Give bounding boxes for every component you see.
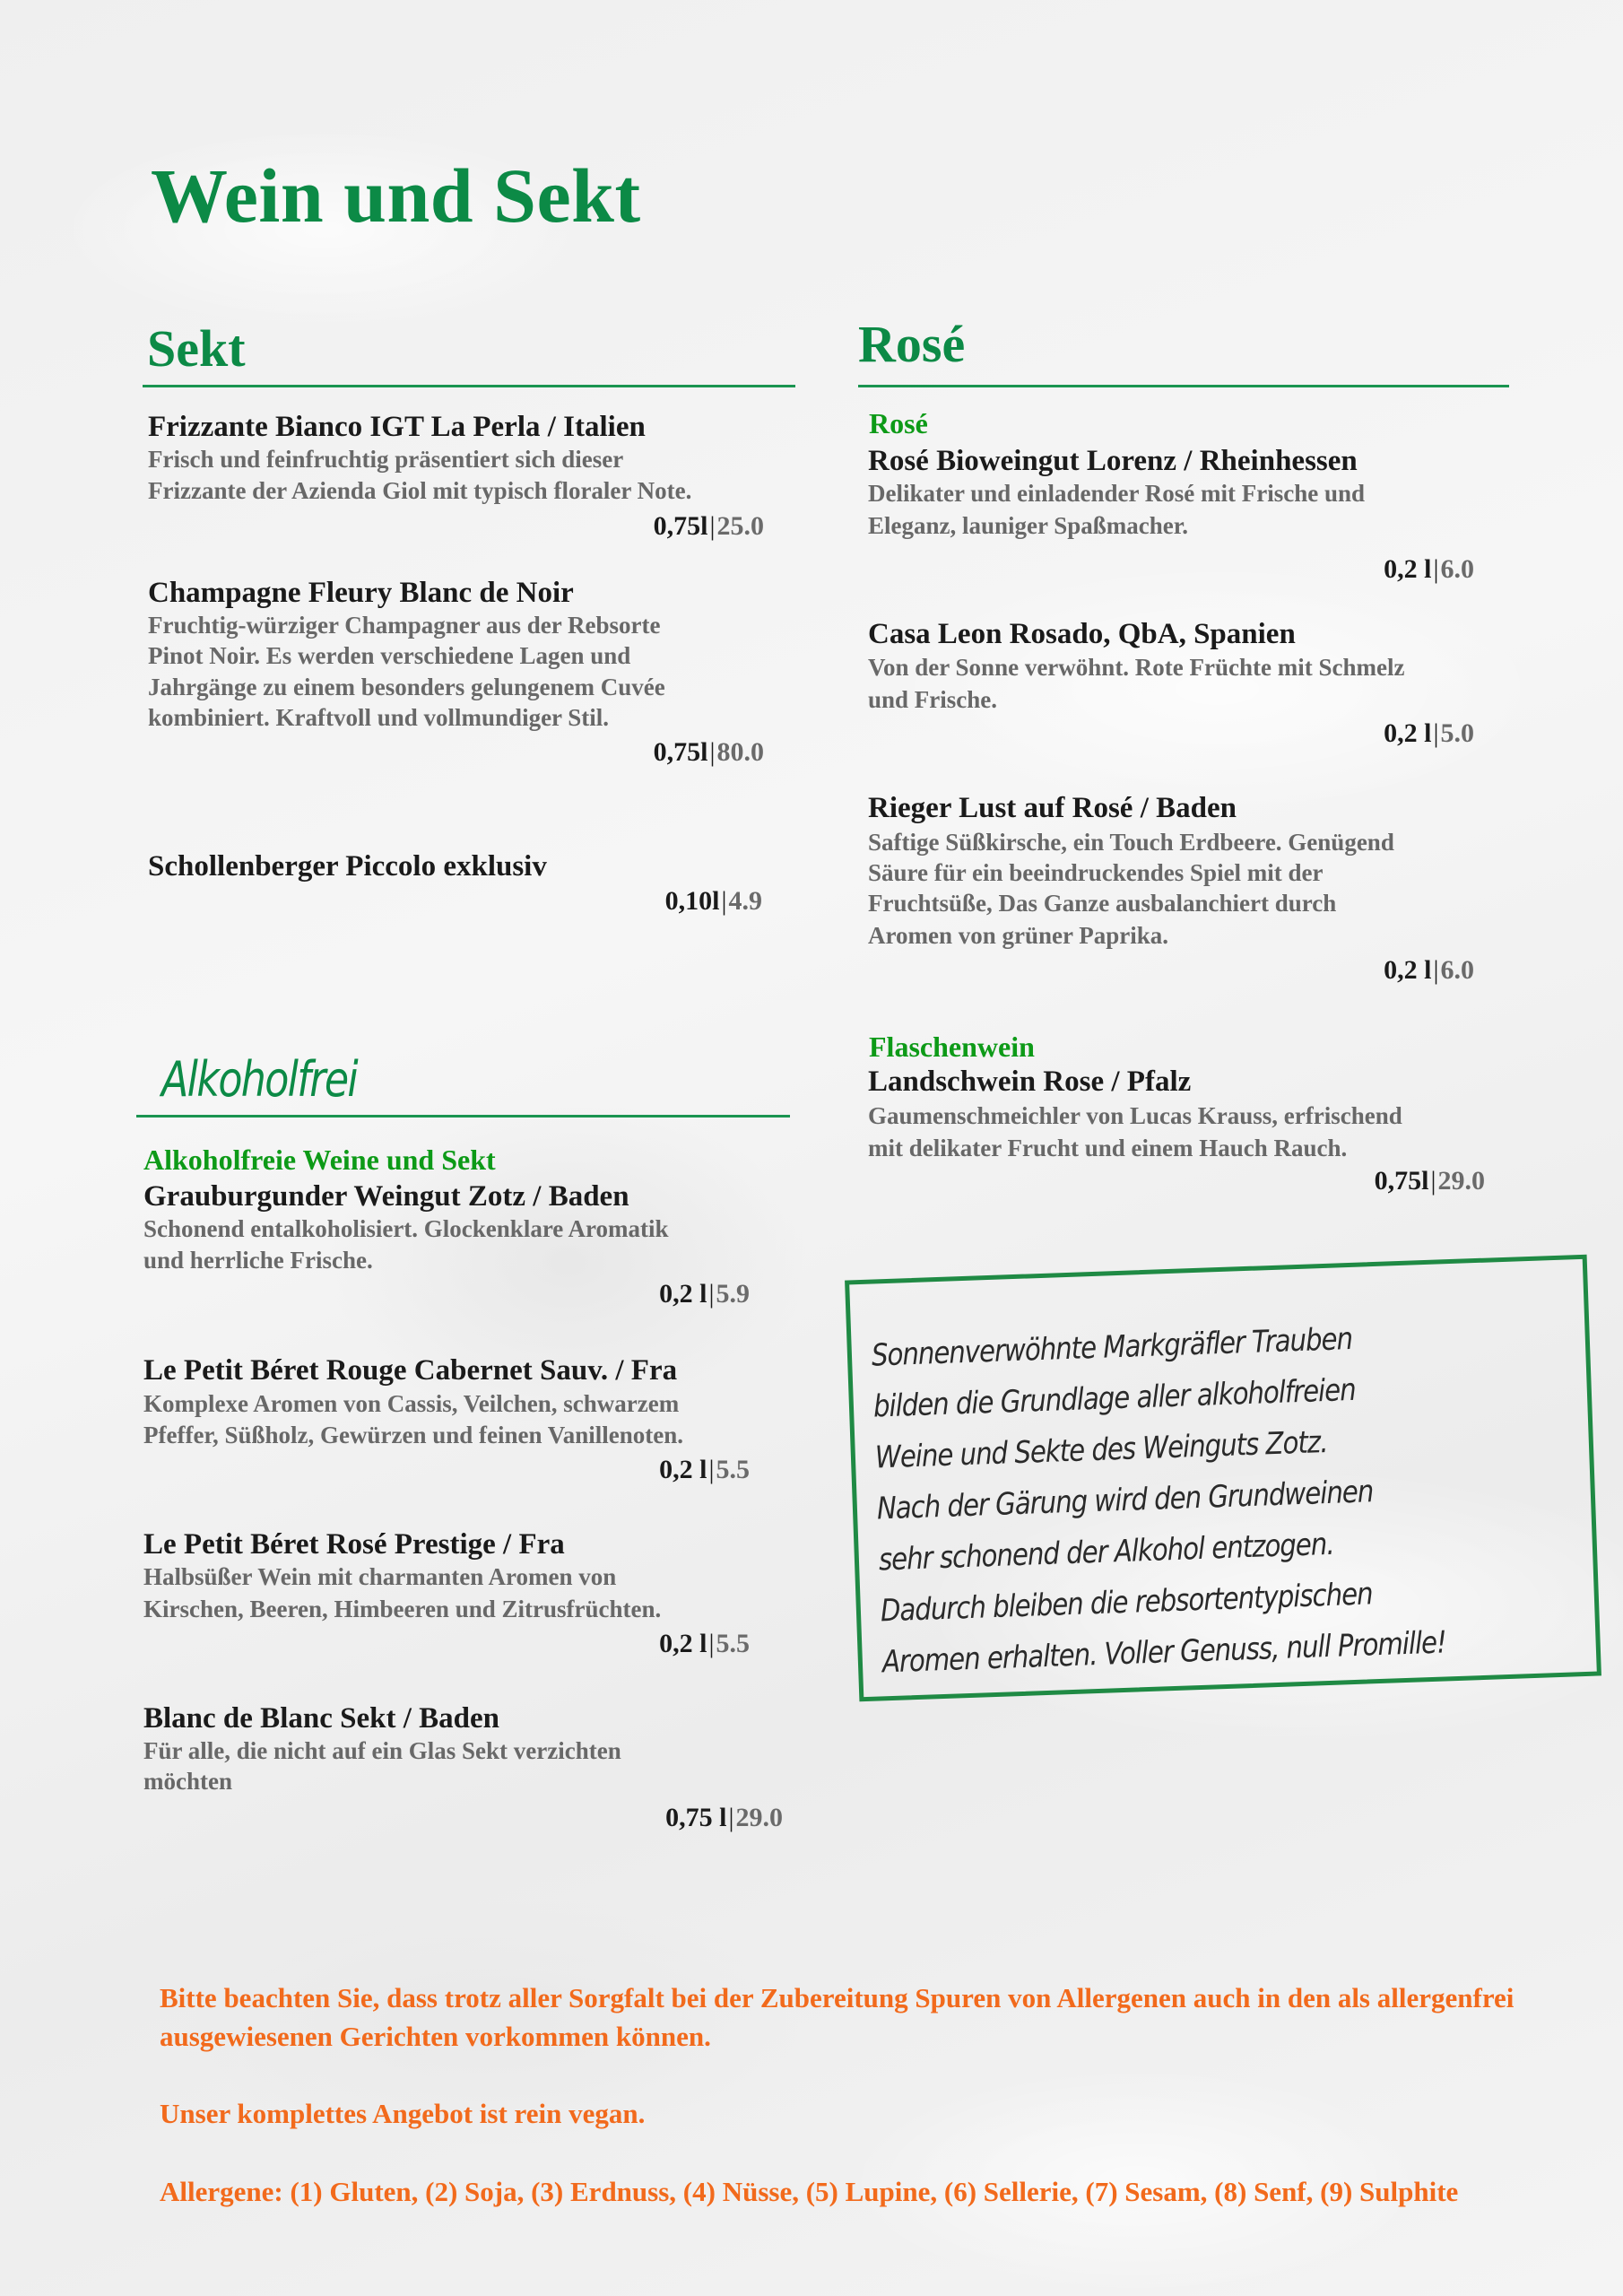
item-description-line: Fruchtig-würziger Champagner aus der Rebsorte <box>148 612 661 639</box>
price-separator: | <box>708 1629 715 1658</box>
item-price-amount: 5.5 <box>716 1629 750 1658</box>
item-volume: 0,2 l <box>659 1279 707 1309</box>
item-price-amount: 29.0 <box>735 1803 783 1832</box>
item-description-line: Komplexe Aromen von Cassis, Veilchen, schwarzem <box>143 1390 680 1417</box>
item-description-line: Saftige Süßkirsche, ein Touch Erdbeere. Genügend <box>868 829 1394 856</box>
item-description-line: und Frische. <box>868 686 998 713</box>
item-description-line: Säure für ein beeindruckendes Spiel mit der <box>868 859 1324 886</box>
item-description-line: Delikater und einladender Rosé mit Frische und <box>868 480 1366 507</box>
item-name: Rieger Lust auf Rosé / Baden <box>868 792 1237 824</box>
price-separator: | <box>708 1279 715 1309</box>
item-price <box>665 888 762 915</box>
category-label: Rosé <box>869 407 928 439</box>
item-name: Frizzante Bianco IGT La Perla / Italien <box>148 411 646 443</box>
item-name: Blanc de Blanc Sekt / Baden <box>143 1702 499 1735</box>
item-price <box>1375 1168 1485 1195</box>
item-volume: 0,2 l <box>1384 554 1432 584</box>
item-name: Landschwein Rose / Pfalz <box>868 1065 1192 1098</box>
note-line: Nach der Gärung wird den Grundweinen <box>876 1474 1374 1527</box>
item-description-line: Aromen von grüner Paprika. <box>868 922 1169 949</box>
item-volume: 0,2 l <box>659 1629 707 1658</box>
note-line: Dadurch bleiben die rebsortentypischen <box>880 1576 1374 1630</box>
item-description-line: Gaumenschmeichler von Lucas Krauss, erfrischend <box>868 1102 1402 1129</box>
item-description-line: Für alle, die nicht auf ein Glas Sekt verzichten <box>143 1737 621 1764</box>
item-volume: 0,75l <box>1374 1166 1429 1196</box>
price-separator: | <box>721 886 727 916</box>
item-description-line: und herrliche Frische. <box>143 1247 373 1274</box>
item-price-amount: 80.0 <box>716 737 764 767</box>
item-description-line: Schonend entalkoholisiert. Glockenklare Aromatik <box>143 1215 669 1242</box>
item-price-amount: 29.0 <box>1437 1166 1485 1196</box>
category-label: Flaschenwein <box>869 1031 1035 1063</box>
item-price-amount: 6.0 <box>1440 554 1474 584</box>
item-name: Le Petit Béret Rouge Cabernet Sauv. / Fra <box>143 1354 678 1387</box>
price-separator: | <box>1433 955 1439 985</box>
section-rule-alkoholfrei <box>136 1115 790 1118</box>
note-line: sehr schonend der Alkohol entzogen. <box>878 1526 1335 1578</box>
item-price <box>1384 957 1474 984</box>
note-line: bilden die Grundlage aller alkoholfreien <box>872 1371 1357 1425</box>
item-volume: 0,75 l <box>665 1803 727 1832</box>
price-separator: | <box>1433 718 1439 748</box>
price-separator: | <box>728 1803 734 1832</box>
item-name: Champagne Fleury Blanc de Noir <box>148 577 574 609</box>
item-volume: 0,2 l <box>659 1455 707 1484</box>
item-name: Le Petit Béret Rosé Prestige / Fra <box>143 1528 565 1561</box>
item-price-amount: 5.9 <box>716 1279 750 1309</box>
section-rule-sekt <box>143 385 795 387</box>
item-price <box>654 513 764 540</box>
item-price-amount: 6.0 <box>1440 955 1474 985</box>
category-label: Alkoholfreie Weine und Sekt <box>143 1144 496 1176</box>
section-heading-alkoholfrei: Alkoholfrei <box>161 1051 358 1108</box>
item-description-line: Frisch und feinfruchtig präsentiert sich dieser <box>148 446 624 473</box>
item-description-line: Halbsüßer Wein mit charmanten Aromen von <box>143 1563 617 1590</box>
section-heading-sekt: Sekt <box>147 319 246 378</box>
item-description-line: Kirschen, Beeren, Himbeeren und Zitrusfrüchten. <box>143 1596 662 1622</box>
section-rule-rose <box>858 385 1509 387</box>
vegan-notice: Unser komplettes Angebot ist rein vegan. <box>160 2098 646 2129</box>
note-line: Weine und Sekte des Weinguts Zotz. <box>874 1423 1329 1476</box>
item-name: Rosé Bioweingut Lorenz / Rheinhessen <box>868 445 1358 477</box>
item-volume: 0,10l <box>664 886 720 916</box>
item-description-line: kombiniert. Kraftvoll und vollmundiger Stil. <box>148 704 610 731</box>
item-description-line: Eleganz, launiger Spaßmacher. <box>868 512 1189 539</box>
item-price-amount: 5.0 <box>1440 718 1474 748</box>
item-price <box>659 1457 750 1483</box>
item-price <box>654 739 764 766</box>
price-separator: | <box>1430 1166 1436 1196</box>
item-price <box>659 1631 750 1657</box>
item-price <box>659 1281 750 1308</box>
item-description-line: mit delikater Frucht und einem Hauch Rauch. <box>868 1135 1348 1161</box>
note-line: Aromen erhalten. Voller Genuss, null Promille! <box>881 1624 1447 1681</box>
price-separator: | <box>708 1455 715 1484</box>
item-price-amount: 25.0 <box>716 511 764 541</box>
item-name: Casa Leon Rosado, QbA, Spanien <box>868 618 1296 650</box>
item-description-line: Frizzante der Azienda Giol mit typisch floraler Note. <box>148 477 692 504</box>
item-description-line: Pfeffer, Süßholz, Gewürzen und feinen Vanillenoten. <box>143 1422 684 1448</box>
item-price <box>665 1805 783 1831</box>
item-name: Grauburgunder Weingut Zotz / Baden <box>143 1180 629 1213</box>
item-price <box>1384 720 1474 747</box>
page-title: Wein und Sekt <box>151 152 641 239</box>
note-line: Sonnenverwöhnte Markgräfler Trauben <box>871 1320 1353 1374</box>
price-separator: | <box>709 511 716 541</box>
section-heading-rose: Rosé <box>858 315 966 373</box>
item-price <box>1384 556 1474 583</box>
allergen-list: Allergene: (1) Gluten, (2) Soja, (3) Erdnuss, (4) Nüsse, (5) Lupine, (6) Sellerie, (7) Sesam, (8) Senf, (9) Sulphite <box>160 2176 1459 2207</box>
item-description-line: Fruchtsüße, Das Ganze ausbalanchiert durch <box>868 890 1337 917</box>
item-volume: 0,75l <box>653 737 708 767</box>
item-volume: 0,75l <box>653 511 708 541</box>
item-description-line: Pinot Noir. Es werden verschiedene Lagen und <box>148 642 631 669</box>
item-volume: 0,2 l <box>1384 955 1432 985</box>
price-separator: | <box>709 737 716 767</box>
item-price-amount: 4.9 <box>728 886 762 916</box>
price-separator: | <box>1433 554 1439 584</box>
item-volume: 0,2 l <box>1384 718 1432 748</box>
allergen-notice: Bitte beachten Sie, dass trotz aller Sorgfalt bei der Zubereitung Spuren von Allergenen auch in den als allergenfrei ausgewiesenen Gerichten vorkommen können. <box>160 1982 1515 2052</box>
item-description-line: Von der Sonne verwöhnt. Rote Früchte mit Schmelz <box>868 654 1405 681</box>
item-description-line: möchten <box>143 1768 232 1795</box>
item-name: Schollenberger Piccolo exklusiv <box>148 850 547 883</box>
item-description-line: Jahrgänge zu einem besonders gelungenem Cuvée <box>148 674 665 700</box>
item-price-amount: 5.5 <box>716 1455 750 1484</box>
info-note-box <box>845 1255 1601 1702</box>
